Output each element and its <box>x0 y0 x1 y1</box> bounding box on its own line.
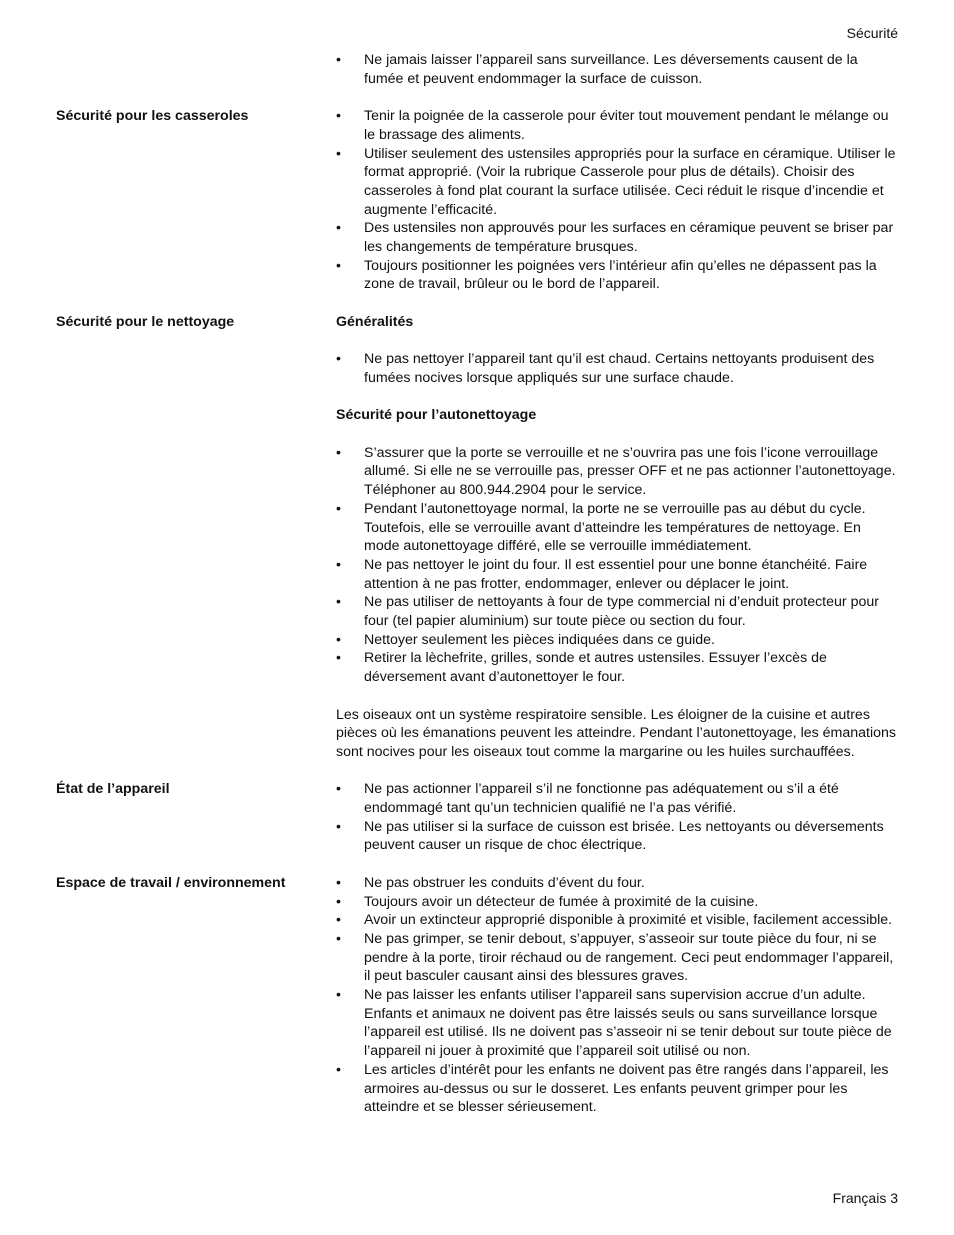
bullet-item <box>336 500 898 556</box>
bullet-item <box>336 1061 898 1117</box>
bullet-dot-icon: • <box>336 912 341 929</box>
bullet-text: Ne pas nettoyer le joint du four. Il est essentiel pour une bonne étanchéité. Faire attention à ne pas frotter, endommager, enlever ou déplacer le joint. <box>364 556 868 592</box>
bullet-dot-icon: • <box>336 257 341 274</box>
section-espace <box>56 874 900 1117</box>
bullet-dot-icon: • <box>336 145 341 162</box>
bullet-list <box>336 107 898 294</box>
bullet-item <box>336 631 898 650</box>
bullet-item <box>336 818 898 855</box>
bullet-item <box>336 649 898 686</box>
bullet-item <box>336 51 898 88</box>
bullet-dot-icon: • <box>336 52 341 68</box>
bullet-dot-icon: • <box>336 594 341 611</box>
bullet-item <box>336 930 898 986</box>
bullet-dot-icon: • <box>336 818 341 835</box>
bullet-text: Nettoyer seulement les pièces indiquées dans ce guide. <box>364 631 715 648</box>
bullet-text: S’assurer que la porte se verrouille et ne s’ouvrira pas une fois l’icone verrouillage allumé. Si elle ne se verrouille pas, presser OFF et ne pas actionner l’autonettoyage. Téléphoner au 800.944.2904 pour le service. <box>364 444 896 499</box>
bullet-item <box>336 911 898 930</box>
bullet-text: Toujours positionner les poignées vers l’intérieur afin qu’elles ne dépassent pas la zone de travail, brûleur ou le bord de l’appareil. <box>364 257 877 293</box>
bullet-text: Ne pas nettoyer l’appareil tant qu’il est chaud. Certains nettoyants produisent des fumées nocives lorsque appliqués sur une surface chaude. <box>364 351 875 386</box>
bullet-text: Avoir un extincteur approprié disponible à proximité et visible, facilement accessible. <box>364 912 893 929</box>
bullet-text: Ne pas utiliser si la surface de cuisson est brisée. Les nettoyants ou déversements peuvent causer un risque de choc électrique. <box>364 818 884 854</box>
bullet-text: Pendant l’autonettoyage normal, la porte ne se verrouille pas au début du cycle. Toutefois, elle se verrouille avant d’atteindre les températures de nettoyage. En mode autonettoyage différé, elle se verrouille immédiatement. <box>364 500 866 555</box>
bullet-text: Ne pas utiliser de nettoyants à four de type commercial ni d’enduit protecteur pour four (tel papier aluminium) sur toute pièce ou section du four. <box>364 594 879 630</box>
bullet-dot-icon: • <box>336 874 341 891</box>
bullet-list <box>336 350 898 387</box>
bullet-dot-icon: • <box>336 351 341 368</box>
bullet-text: Retirer la lèchefrite, grilles, sonde et autres ustensiles. Essuyer l’excès de déversement avant d’autonettoyer le four. <box>364 650 827 686</box>
bullet-text: Des ustensiles non approuvés pour les surfaces en céramique peuvent se briser par les changements de température brusques. <box>364 220 894 256</box>
bullet-item <box>336 593 898 630</box>
bullet-item <box>336 444 898 500</box>
page-footer-number: Français 3 <box>832 1190 898 1206</box>
bullet-dot-icon: • <box>336 650 341 667</box>
bullet-text: Ne jamais laisser l’appareil sans surveillance. Les déversements causent de la fumée et peuvent endommager la surface de cuisson. <box>364 52 858 87</box>
section-label-espace: Espace de travail / environnement <box>56 874 286 891</box>
bullet-text: Ne pas laisser les enfants utiliser l’appareil sans supervision accrue d’un adulte. Enfants et animaux ne doivent pas être laissés seuls ou sans surveillance lorsque l’appareil est utilisé. Ils ne doivent pas s’asseoir ni se tenir debout sur toute pièce de l’appareil ni jouer à proximité que l’appareil soit utilisé ou non. <box>364 987 892 1060</box>
section-intro <box>56 51 900 88</box>
bullet-text: Ne pas actionner l’appareil s’il ne fonctionne pas adéquatement ou s’il a été endommagé tant qu’un technicien qualifié ne l’a pas vérifié. <box>364 781 839 817</box>
bullet-item <box>336 257 898 294</box>
bullet-dot-icon: • <box>336 1061 341 1078</box>
bullet-list <box>336 780 898 855</box>
bullet-list <box>336 444 898 687</box>
bullet-dot-icon: • <box>336 781 341 798</box>
section-label-casseroles: Sécurité pour les casseroles <box>56 108 249 125</box>
bullet-dot-icon: • <box>336 930 341 947</box>
bullet-text: Ne pas obstruer les conduits d’évent du four. <box>364 874 645 891</box>
bullet-text: Les articles d’intérêt pour les enfants ne doivent pas être rangés dans l’appareil, les armoires au-dessus ou sur le dosseret. Les enfants peuvent grimper pour les atteindre et se blesser sérieusement. <box>364 1061 889 1116</box>
subheading-generalites: Généralités <box>336 313 414 330</box>
section-label-nettoyage: Sécurité pour le nettoyage <box>56 313 235 330</box>
section-label-intro <box>56 51 336 88</box>
bullet-text: Tenir la poignée de la casserole pour éviter tout mouvement pendant le mélange ou le brassage des aliments. <box>364 108 889 143</box>
section-nettoyage <box>56 313 900 762</box>
document-body <box>56 51 900 1117</box>
bullet-item <box>336 556 898 593</box>
bullet-item <box>336 780 898 817</box>
birds-paragraph: Les oiseaux ont un système respiratoire sensible. Les éloigner de la cuisine et autres pièces où les émanations peuvent les atteindre. Pendant l’autonettoyage, les émanations sont nocives pour les oiseaux tout comme la margarine ou les huiles surchauffées. <box>336 706 896 760</box>
bullet-dot-icon: • <box>336 631 341 648</box>
bullet-dot-icon: • <box>336 987 341 1004</box>
bullet-item <box>336 874 898 893</box>
bullet-item <box>336 350 898 387</box>
bullet-dot-icon: • <box>336 108 341 125</box>
bullet-item <box>336 219 898 256</box>
bullet-item <box>336 107 898 144</box>
bullet-item <box>336 986 898 1061</box>
bullet-list <box>336 51 898 88</box>
section-casseroles <box>56 107 900 294</box>
bullet-dot-icon: • <box>336 220 341 237</box>
section-etat <box>56 780 900 855</box>
bullet-list <box>336 874 898 1117</box>
bullet-text: Utiliser seulement des ustensiles appropriés pour la surface en céramique. Utiliser le format approprié. (Voir la rubrique Casserole pour plus de détails). Choisir des casseroles à fond plat courant la surface utilisée. Ceci réduit le risque d’incendie et augmente l’efficacité. <box>364 145 896 218</box>
bullet-text: Ne pas grimper, se tenir debout, s’appuyer, s’asseoir sur toute pièce du four, ni se pendre à la porte, tiroir réchaud ou de rangement. Ceci peut endommager l’appareil, il peut basculer causant ainsi des blessures graves. <box>364 930 894 985</box>
bullet-item <box>336 893 898 912</box>
page-header-title: Sécurité <box>846 25 898 41</box>
bullet-item <box>336 145 898 220</box>
bullet-dot-icon: • <box>336 556 341 573</box>
bullet-dot-icon: • <box>336 500 341 517</box>
bullet-dot-icon: • <box>336 893 341 910</box>
section-label-etat: État de l’appareil <box>56 781 170 798</box>
subheading-autonettoyage: Sécurité pour l’autonettoyage <box>336 407 537 424</box>
bullet-text: Toujours avoir un détecteur de fumée à proximité de la cuisine. <box>364 893 759 910</box>
bullet-dot-icon: • <box>336 444 341 461</box>
